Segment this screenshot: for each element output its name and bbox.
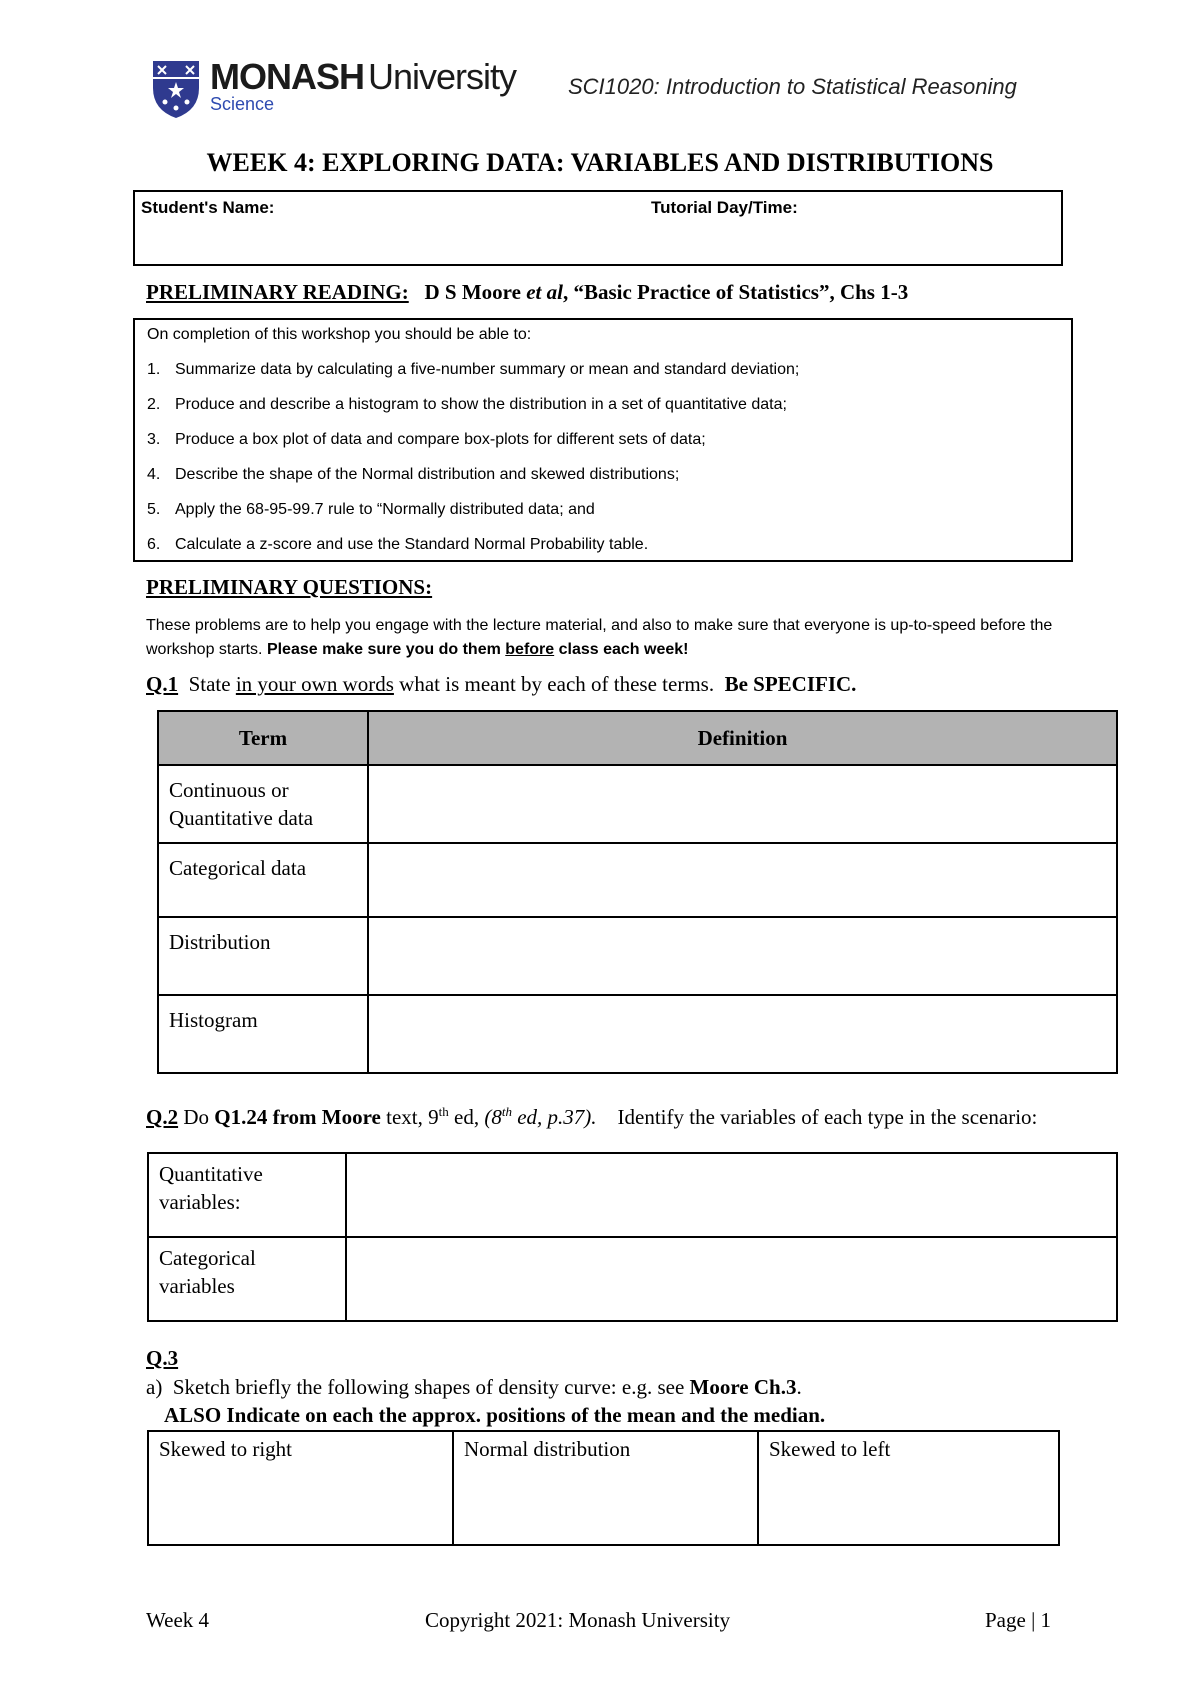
term-cell: Distribution	[158, 917, 368, 995]
list-item: 3. Produce a box plot of data and compare box-plots for different sets of data;	[147, 431, 706, 448]
definition-cell[interactable]	[368, 995, 1117, 1073]
footer-copyright: Copyright 2021: Monash University	[425, 1608, 731, 1632]
course-title: SCI1020: Introduction to Statistical Reasoning	[568, 74, 1017, 99]
definition-cell[interactable]	[368, 917, 1117, 995]
q3-sketch-table	[147, 1430, 1060, 1546]
objectives-intro: On completion of this workshop you should be able to:	[147, 326, 532, 343]
table-row	[148, 1431, 1059, 1545]
skewed-left-cell[interactable]: Skewed to left	[758, 1431, 1059, 1545]
normal-distribution-cell[interactable]: Normal distribution	[453, 1431, 758, 1545]
table-row	[158, 917, 1117, 995]
col-definition-header: Definition	[368, 711, 1117, 765]
monash-crest-icon	[150, 58, 202, 120]
q2-variables-table	[147, 1152, 1118, 1322]
list-item: 6. Calculate a z-score and use the Standard Normal Probability table.	[147, 536, 649, 553]
table-row	[148, 1237, 1117, 1321]
logo-wordmark: MONASH University	[210, 56, 517, 97]
tutorial-label: Tutorial Day/Time:	[651, 198, 798, 217]
footer-page-number: Page | 1	[985, 1608, 1052, 1632]
preliminary-questions-text: These problems are to help you engage with the lecture material, and also to make sure that everyone is up-to-speed before the workshop starts. Please make sure you do them before class each week!	[146, 617, 1053, 658]
student-info-box	[133, 190, 1063, 266]
list-item: 5. Apply the 68-95-99.7 rule to “Normally distributed data; and	[147, 501, 595, 518]
definition-cell[interactable]	[368, 843, 1117, 917]
list-item: 4. Describe the shape of the Normal distribution and skewed distributions;	[147, 466, 680, 483]
quantitative-label-cell: Quantitative variables:	[148, 1153, 346, 1237]
col-term-header: Term	[158, 711, 368, 765]
list-item: 1. Summarize data by calculating a five-number summary or mean and standard deviation;	[147, 361, 800, 378]
preliminary-questions-heading: PRELIMINARY QUESTIONS:	[146, 575, 433, 599]
student-name-label: Student's Name:	[141, 198, 275, 217]
q1-prompt: Q.1 State in your own words what is meant by each of these terms. Be SPECIFIC.	[146, 672, 857, 696]
q2-prompt: Q.2 Do Q1.24 from Moore text, 9th ed, (8th ed, p.37). Identify the variables of each type in the scenario:	[146, 1104, 1038, 1129]
footer-week: Week 4	[146, 1608, 210, 1632]
skewed-right-cell[interactable]: Skewed to right	[148, 1431, 453, 1545]
q3-also-instruction: ALSO Indicate on each the approx. positions of the mean and the median.	[164, 1403, 826, 1427]
categorical-answer-cell[interactable]	[346, 1237, 1117, 1321]
page-title: WEEK 4: EXPLORING DATA: VARIABLES AND DISTRIBUTIONS	[206, 148, 994, 177]
q3-part-a: a) Sketch briefly the following shapes of density curve: e.g. see Moore Ch.3.	[146, 1375, 802, 1399]
learning-objectives-box	[133, 318, 1073, 562]
list-item: 2. Produce and describe a histogram to show the distribution in a set of quantitative data;	[147, 396, 787, 413]
table-row	[158, 843, 1117, 917]
table-row	[158, 995, 1117, 1073]
q3-label: Q.3	[146, 1346, 179, 1370]
quantitative-answer-cell[interactable]	[346, 1153, 1117, 1237]
term-cell: Continuous or Quantitative data	[158, 765, 368, 843]
monash-logo	[150, 58, 202, 120]
logo-subtitle: Science	[210, 94, 275, 114]
term-cell: Histogram	[158, 995, 368, 1073]
definition-cell[interactable]	[368, 765, 1117, 843]
preliminary-reading: PRELIMINARY READING: D S Moore et al, “Basic Practice of Statistics”, Chs 1-3	[146, 280, 909, 304]
categorical-label-cell: Categorical variables	[148, 1237, 346, 1321]
q1-terms-table	[157, 710, 1118, 1074]
table-row	[158, 765, 1117, 843]
term-cell: Categorical data	[158, 843, 368, 917]
table-row	[148, 1153, 1117, 1237]
